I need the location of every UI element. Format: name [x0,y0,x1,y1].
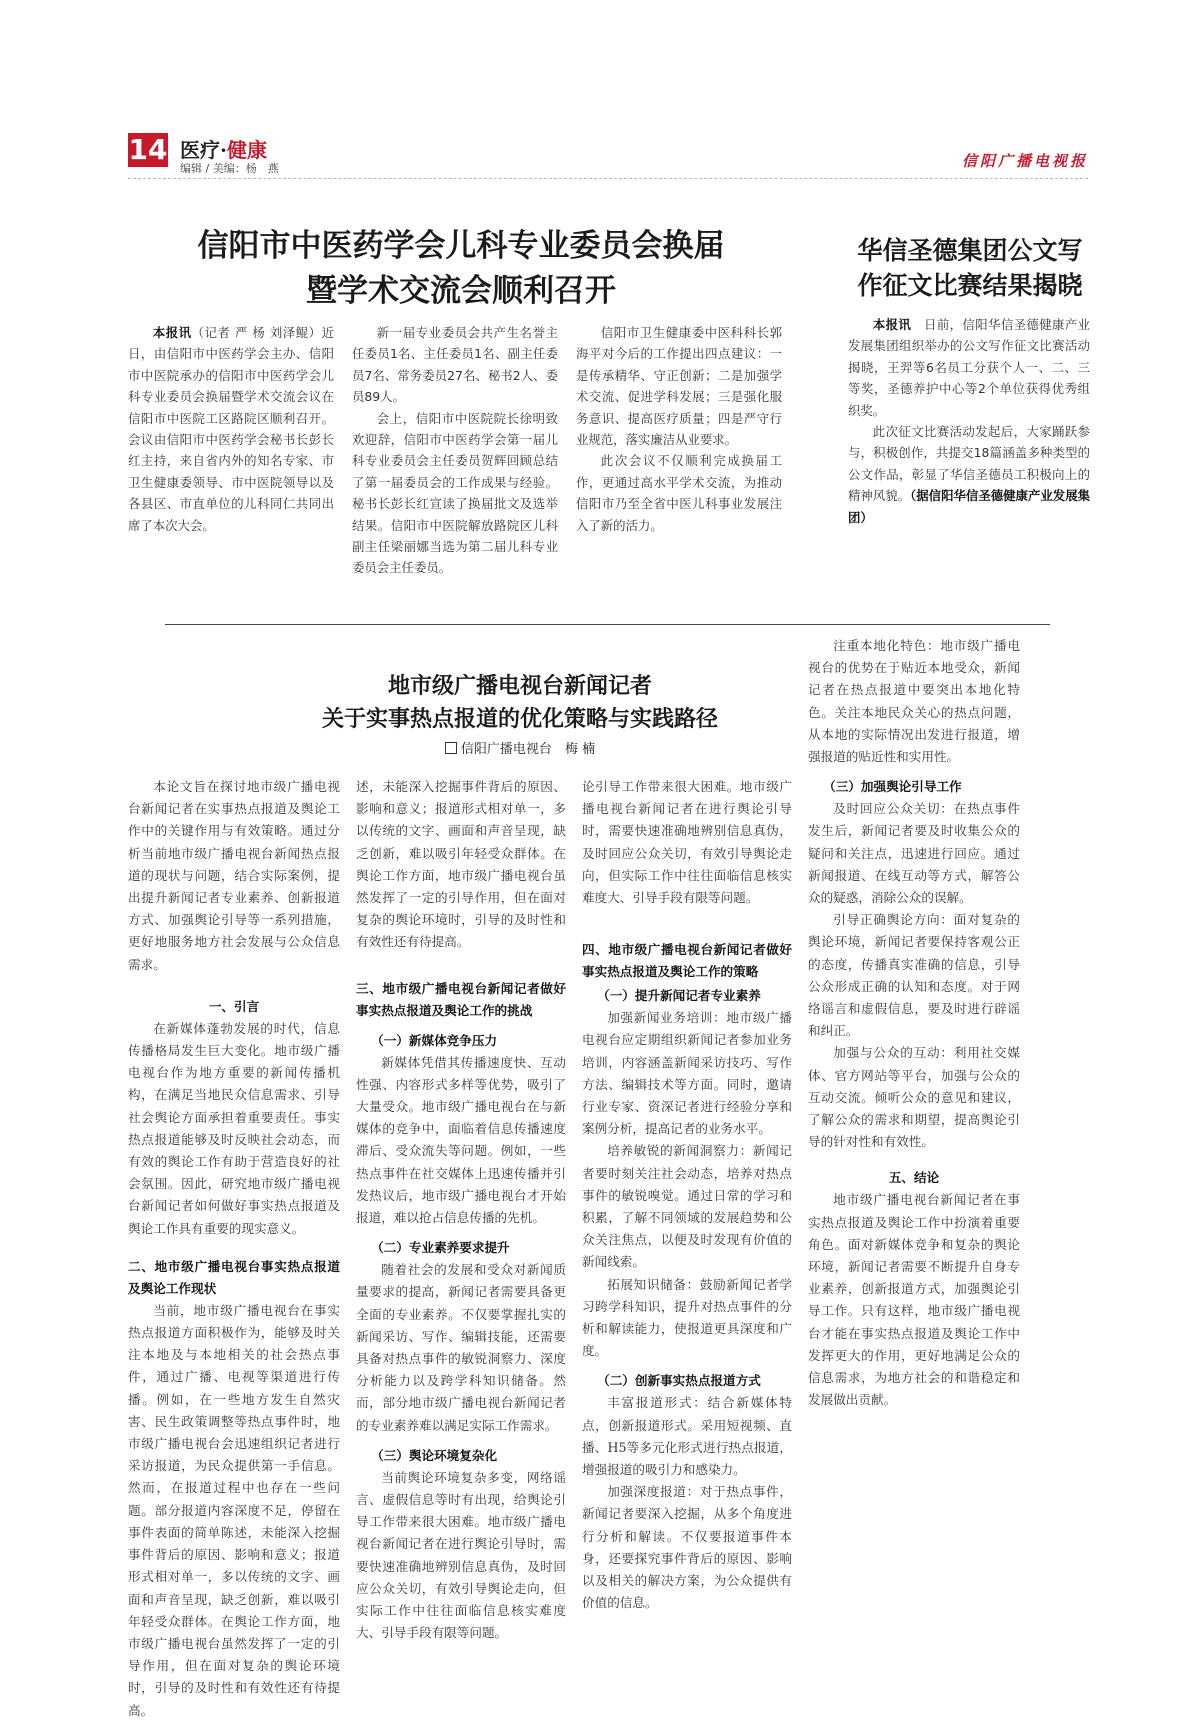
subheading-3-2: （二）专业素养要求提升 [371,1240,510,1256]
header-divider [128,178,1088,179]
article3-s1-para-1: 在新媒体蓬勃发展的时代，信息传播格局发生巨大变化。地市级广播电视台作为地方重要的新闻传播机构，在满足当地民众信息需求、引导社会舆论方面承担着重要责任。事实热点报道能够及时反映社会动态，而有效的舆论工作有助于营造良好的社会氛围。因此，研究地市级广播电视台新闻记者如何做好事实热点报道及舆论工作具有重要的现实意义。 [128,1020,340,1236]
article3-title [230,670,810,736]
article3-s4-3-para-3: 加强与公众的互动：利用社交媒体、官方网站等平台，加强与公众的互动交流。倾听公众的意见和建议，了解公众的需求和期望，提高舆论引导的针对性和有效性。 [808,1045,1020,1150]
article3-s5-para-1: 地市级广播电视台新闻记者在事实热点报道及舆论工作中扮演着重要角色。面对新媒体竞争和复杂的舆论环境，新闻记者需要不断提升自身专业素养，创新报道方式，加强舆论引导工作。只有这样，地市级广播电视台才能在事实热点报道及舆论工作中发挥更大的作用，更好地满足公众的信息需求，为地方社会的和谐稳定和发展做出贡献。 [808,1192,1020,1408]
article3-s4-3-para-1: 及时回应公众关切：在热点事件发生后，新闻记者要及时收集公众的疑问和关注点，迅速进行回应。通过新闻报道、在线互动等方式，解答公众的疑惑，消除公众的误解。 [808,801,1020,906]
subheading-3-3: （三）舆论环境复杂化 [371,1447,498,1463]
article3-column-3 [582,776,792,1611]
article3-abstract: 本论文旨在探讨地市级广播电视台新闻记者在实事热点报道及舆论工作中的关键作用与有效策略。通过分析当前地市级广播电视台新闻热点报道的现状与问题，结合实际案例，提出提升新闻记者专业素养、创新报道方式、加强舆论引导等一系列措施，更好地服务地方社会发展与公众信息需求。 [128,779,340,972]
article3-byline-name: 梅 楠 [564,742,596,757]
section-divider [165,624,1050,625]
article1-lead-label: 本报讯 [152,325,192,340]
article1-column-1 [128,322,334,602]
article3-s4-1-para-1: 加强新闻业务培训：地市级广播电视台应定期组织新闻记者参加业务培训，内容涵盖新闻采访技巧、写作方法、编辑技术等方面。同时，邀请行业专家、资深记者进行经验分享和案例分析，提高记者的业务水平。 [582,1010,792,1137]
article2-body [848,314,1090,582]
article3-byline [230,738,810,757]
article1-title [178,224,744,314]
article2-source: （据信阳华信圣德健康产业发展集团） [848,488,1090,525]
subheading-4-2: （二）创新事实热点报道方式 [597,1373,761,1389]
article3-column-1 [128,776,340,1718]
article2-lead-label: 本报讯 [872,317,912,332]
article1-title-line2: 暨学术交流会顺利召开 [306,273,616,309]
article1-para-3: 会上，信阳市中医院院长徐明致欢迎辞，信阳市中医药学会第一届儿科专业委员会主任委员贺辉回顾总结了第一届委员会的工作成果与经验。秘书长彭长红宣读了换届批文及选举结果。信阳市中医院解放路院区儿科副主任梁丽娜当选为第二届儿科专业委员会主任委员。 [352,410,558,576]
article1-para-1: 近日，由信阳市中医药学会主办、信阳市中医院承办的信阳市中医药学会儿科专业委员会换届暨学术交流会议在信阳市中医院工区路院区顺利召开。会议由信阳市中医药学会秘书长彭长红主持，来自省内外的知名专家、市卫生健康委领导、市中医院领导以及各县区、市直单位的儿科同仁共同出席了本次大会。 [128,325,335,533]
article2-title-line1: 华信圣德集团公文写 [857,236,1083,265]
subheading-4-3: （三）加强舆论引导工作 [823,779,962,795]
byline-box-icon [445,742,457,754]
article2-title-line2: 作征文比赛结果揭晓 [857,271,1083,300]
section-heading-3: 三、地市级广播电视台新闻记者做好事实热点报道及舆论工作的挑战 [356,980,566,1018]
section-title [180,134,267,163]
article1-byline: （记者 严 杨 刘泽鲲） [191,325,322,340]
article2-para-1: 日前，信阳华信圣德健康产业发展集团组织举办的公文写作征文比赛活动揭晓，王羿等6名员工分获个人一、二、三等奖，圣德养护中心等2个单位获得优秀组织奖。 [848,317,1091,418]
article1-para-5: 此次会议不仅顺利完成换届工作，更通过高水平学术交流，为推动信阳市乃至全省中医儿科事业发展注入了新的活力。 [576,453,782,533]
article3-byline-org: 信阳广播电视台 [460,742,552,757]
section-heading-5: 五、结论 [888,1170,940,1186]
article3-s3-3-para: 当前舆论环境复杂多变，网络谣言、虚假信息等时有出现，给舆论引导工作带来很大困难。地市级广播电视台新闻记者在进行舆论引导时，需要快速准确地辨别信息真伪，及时回应公众关切，有效引导舆论走向，但实际工作中往往面临信息核实难度大、引导手段有限等问题。 [356,1469,566,1641]
page-number: 14 [128,133,168,166]
article3-s3-1-para: 新媒体凭借其传播速度快、互动性强、内容形式多样等优势，吸引了大量受众。地市级广播电视台在与新媒体的竞争中，面临着信息传播速度滞后、受众流失等问题。例如，一些热点事件在社交媒体上迅速传播并引发热议后，地市级广播电视台才开始报道，难以抢占信息传播的先机。 [356,1054,566,1226]
section-heading-4: 四、地市级广播电视台新闻记者做好事实热点报道及舆论工作的策略 [582,942,792,980]
article2-title [845,233,1095,303]
article1-column-2 [352,322,558,602]
subheading-3-1: （一）新媒体竞争压力 [371,1032,498,1048]
article3-title-line1: 地市级广播电视台新闻记者 [387,673,652,699]
section-heading-1: 一、引言 [208,998,260,1014]
article3-column-4 [808,635,1020,1601]
article3-s2-continued: 述，未能深入挖掘事件背后的原因、影响和意义；报道形式相对单一，多以传统的文字、画面和声音呈现，缺乏创新，难以吸引年轻受众群体。在舆论工作方面，地市级广播电视台虽然发挥了一定的引导作用，但在面对复杂的舆论环境时，引导的及时性和有效性还有待提高。 [356,779,566,950]
article3-s4-2-para-3: 注重本地化特色：地市级广播电视台的优势在于贴近本地受众，新闻记者在热点报道中要突出本地化特色。关注本地民众关心的热点问题，从本地的实际情况出发进行报道，增强报道的贴近性和实用性。 [808,638,1020,765]
article3-s4-3-para-2: 引导正确舆论方向：面对复杂的舆论环境，新闻记者要保持客观公正的态度，传播真实准确的信息，引导公众形成正确的认知和态度。对于网络谣言和虚假信息，要及时进行辟谣和纠正。 [808,912,1020,1039]
article3-s4-2-para-2: 加强深度报道：对于热点事件，新闻记者要深入挖掘，从多个角度进行分析和解读。不仅要报道事件本身，还要探究事件背后的原因、影响以及相关的解决方案，为公众提供有价值的信息。 [582,1484,792,1611]
article2-para-2: 此次征文比赛活动发起后，大家踊跃参与，积极创作，共提交18篇涵盖多种类型的公文作品，彰显了华信圣德员工积极向上的精神风貌。 [848,424,1090,504]
article3-s4-1-para-3: 拓展知识储备：鼓励新闻记者学习跨学科知识，提升对热点事件的分析和解读能力，使报道更具深度和广度。 [582,1276,792,1359]
section-heading-2: 二、地市级广播电视台事实热点报道及舆论工作现状 [128,1258,340,1296]
section-title-accent: 健康 [226,138,267,162]
article1-para-4: 信阳市卫生健康委中医科科长郭海平对今后的工作提出四点建议：一是传承精华、守正创新；二是加强学术交流、促进学科发展；三是强化服务意识、提高医疗质量；四是严守行业规范，落实廉洁从业要求。 [576,325,782,448]
article3-s3-2-para: 随着社会的发展和受众对新闻质量要求的提高，新闻记者需要具备更全面的专业素养。不仅要掌握扎实的新闻采访、写作、编辑技能，还需要具备对热点事件的敏锐洞察力、深度分析能力以及跨学科知识储备。然而，部分地市级广播电视台新闻记者的专业素养难以满足实际工作需求。 [356,1262,566,1433]
masthead: 信阳广播电视报 [961,152,1088,170]
article1-title-line1: 信阳市中医药学会儿科专业委员会换届 [197,228,725,264]
article3-s3-3-continued: 论引导工作带来很大困难。地市级广播电视台新闻记者在进行舆论引导时，需要快速准确地辨别信息真伪，及时回应公众关切，有效引导舆论走向，但实际工作中往往面临信息核实难度大、引导手段有限等问题。 [582,779,792,906]
article3-column-2 [356,776,566,1641]
article3-s4-1-para-2: 培养敏锐的新闻洞察力：新闻记者要时刻关注社会动态，培养对热点事件的敏锐嗅觉。通过日常的学习和积累，了解不同领域的发展趋势和公众关注焦点，以便及时发现有价值的新闻线索。 [582,1143,792,1270]
editor-credit: 编辑 / 美编：杨 燕 [180,162,279,175]
article1-para-2: 新一届专业委员会共产生名誉主任委员1名、主任委员1名、副主任委员7名、常务委员27名、秘书2人、委员89人。 [352,325,558,405]
section-title-main: 医疗· [180,138,227,162]
article3-title-line2: 关于实事热点报道的优化策略与实践路径 [321,706,718,732]
article1-column-3 [576,322,782,602]
article3-s4-2-para-1: 丰富报道形式：结合新媒体特点，创新报道形式。采用短视频、直播、H5等多元化形式进行热点报道，增强报道的吸引力和感染力。 [582,1395,792,1478]
article3-s2-para-1: 当前，地市级广播电视台在事实热点报道方面积极作为，能够及时关注本地及与本地相关的社会热点事件，通过广播、电视等渠道进行传播。例如，在一些地方发生自然灾害、民生政策调整等热点事件时，地市级广播电视台会迅速组织记者进行采访报道，为民众提供第一手信息。然而，在报道过程中也存在一些问题。部分报道内容深度不足，停留在事件表面的简单陈述，未能深入挖掘事件背后的原因、影响和意义；报道形式相对单一，多以传统的文字、画面和声音呈现，缺乏创新，难以吸引年轻受众群体。在舆论工作方面，地市级广播电视台虽然发挥了一定的引导作用，但在面对复杂的舆论环境时，引导的及时性和有效性还有待提高。 [128,1302,340,1718]
subheading-4-1: （一）提升新闻记者专业素养 [597,988,761,1004]
